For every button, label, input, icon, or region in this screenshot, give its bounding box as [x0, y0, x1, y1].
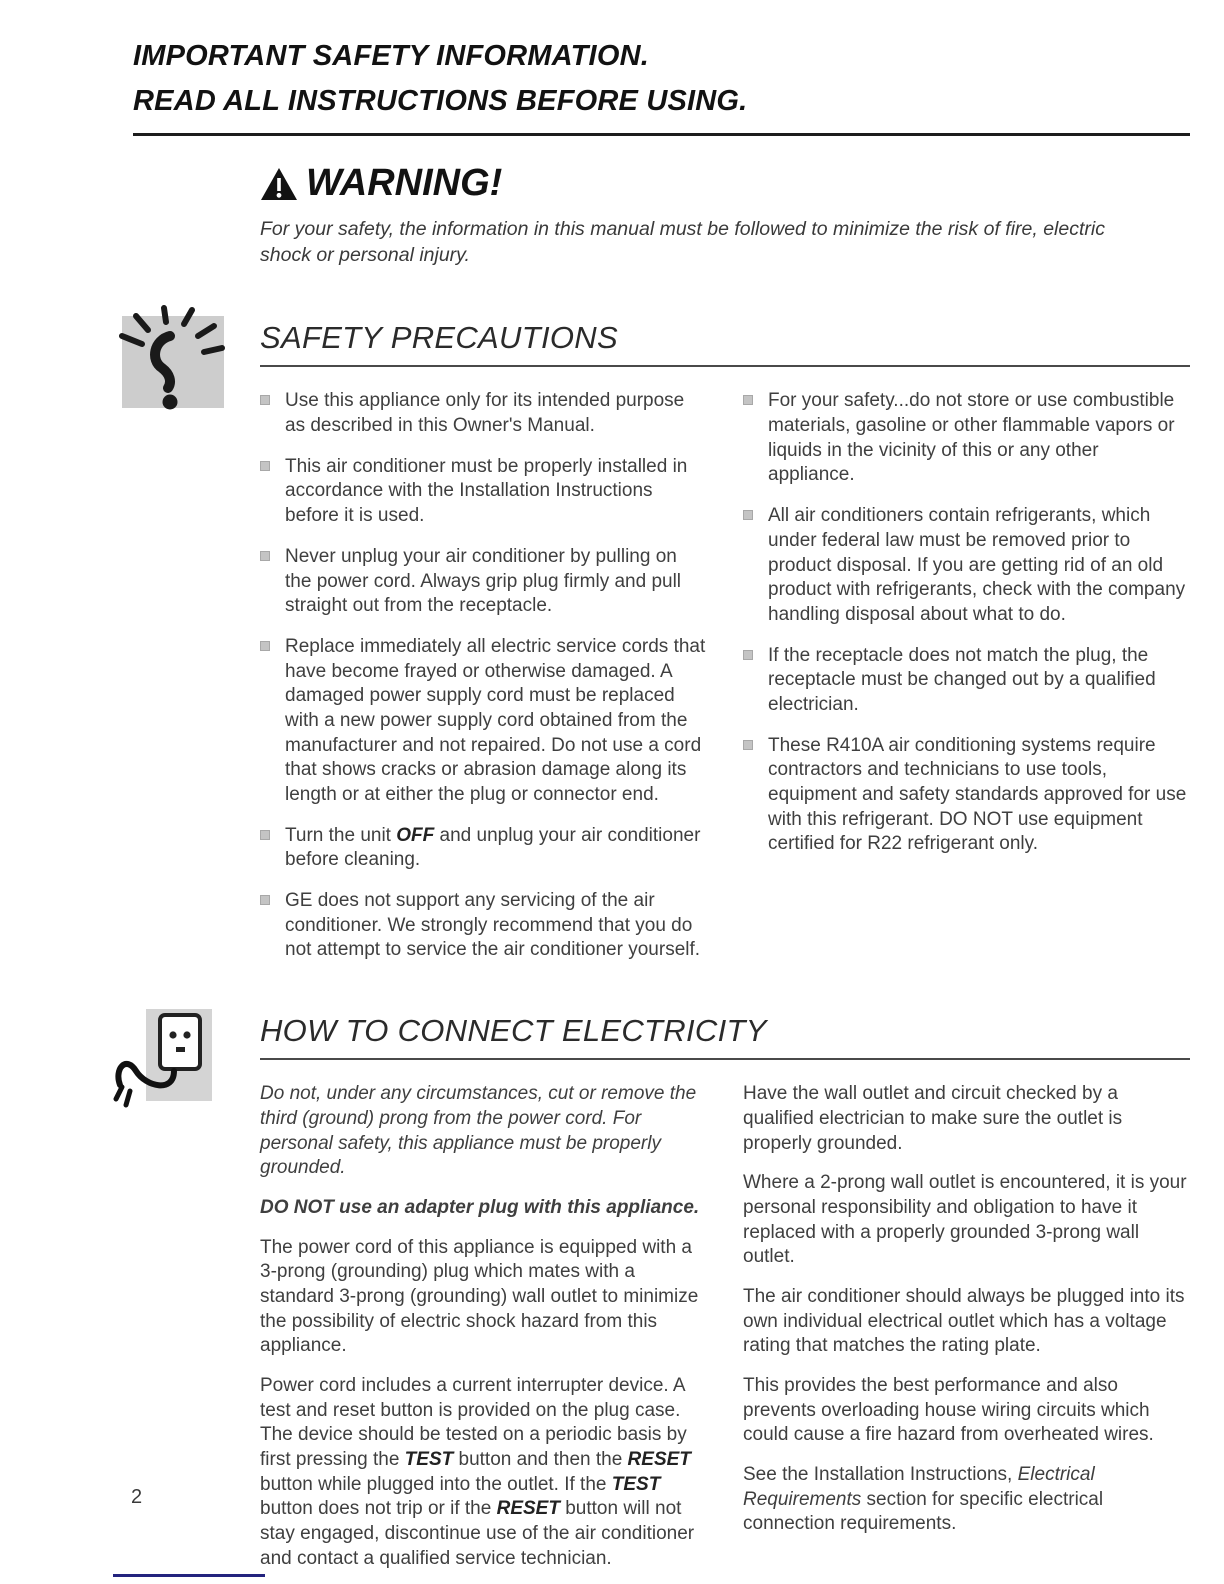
paragraph: [743, 1463, 1190, 1537]
paragraph: [743, 1171, 1190, 1270]
warning-triangle-icon: [260, 167, 298, 201]
text-segment: DO NOT use an adapter plug with this appliance.: [260, 1196, 700, 1218]
bullet-item: [743, 504, 1190, 627]
bullet-item: [260, 824, 707, 873]
bullet-text: [285, 389, 707, 438]
electricity-title: HOW TO CONNECT ELECTRICITY: [260, 1013, 1190, 1060]
bullet-square-icon: [260, 830, 270, 840]
safety-right-list: [743, 389, 1190, 857]
bullet-text: [768, 644, 1190, 718]
electricity-section: [260, 1013, 1190, 1584]
text-segment: If the receptacle does not match the plug, the receptacle must be changed out by a qualified electrician.: [768, 644, 1156, 715]
bullet-square-icon: [260, 641, 270, 651]
bullet-text: [285, 545, 707, 619]
bullet-text: [285, 635, 707, 808]
text-segment: These R410A air conditioning systems require contractors and technicians to use tools, equipment and safety standards approved for use with this refrigerant. DO NOT use equipment certified for R22 refrigerant only.: [768, 734, 1187, 855]
text-segment: Turn the unit: [285, 824, 397, 846]
header-rule: [133, 133, 1190, 136]
text-segment: OFF: [396, 824, 435, 846]
bullet-item: [260, 635, 707, 808]
text-segment: Never unplug your air conditioner by pulling on the power cord. Always grip plug firmly and pull straight out from the receptacle.: [285, 545, 682, 617]
text-segment: RESET: [496, 1498, 560, 1520]
bullet-square-icon: [743, 510, 753, 520]
footer-rule: [113, 1574, 265, 1577]
bullet-text: [285, 889, 707, 963]
safety-left-list: [260, 389, 707, 963]
electricity-right-column: [743, 1082, 1190, 1584]
text-segment: This air conditioner must be properly installed in accordance with the Installation Instructions before it is used.: [285, 455, 688, 527]
bullet-item: [743, 389, 1190, 488]
bullet-square-icon: [260, 551, 270, 561]
text-segment: The air conditioner should always be plugged into its own individual electrical outlet which has a voltage rating that matches the rating plate.: [743, 1285, 1185, 1357]
safety-left-column: [260, 389, 707, 979]
warning-title-text: WARNING!: [306, 161, 503, 204]
bullet-text: [768, 389, 1190, 488]
text-segment: Electrical Requirements: [743, 1464, 1095, 1510]
safety-precautions-title: SAFETY PRECAUTIONS: [260, 320, 1190, 367]
safety-right-column: [743, 389, 1190, 979]
bullet-item: [743, 644, 1190, 718]
bullet-text: [285, 824, 707, 873]
bullet-square-icon: [260, 461, 270, 471]
page-header: [133, 34, 1190, 136]
text-segment: This provides the best performance and also prevents overloading house wiring circuits which could cause a fire hazard from overheated wires.: [743, 1375, 1154, 1446]
bullet-item: [260, 389, 707, 438]
text-segment: section for specific electrical connection requirements.: [743, 1488, 1104, 1535]
electricity-left-column: [260, 1082, 707, 1584]
bullet-item: [260, 545, 707, 619]
bullet-square-icon: [260, 895, 270, 905]
bullet-square-icon: [743, 395, 753, 405]
bullet-square-icon: [743, 650, 753, 660]
bullet-item: [260, 455, 707, 529]
bullet-text: [768, 734, 1190, 857]
safety-precautions-section: [260, 320, 1190, 979]
header-line-2: READ ALL INSTRUCTIONS BEFORE USING.: [133, 84, 748, 117]
text-segment: button and then the: [453, 1449, 628, 1471]
text-segment: Have the wall outlet and circuit checked by a qualified electrician to make sure the outlet is properly grounded.: [743, 1083, 1123, 1154]
text-segment: Where a 2-prong wall outlet is encountered, it is your personal responsibility and obligation to have it replaced with a properly grounded 3-prong wall outlet.: [743, 1172, 1187, 1268]
exclamation-sketch-icon: [112, 304, 234, 418]
text-segment: TEST: [611, 1473, 661, 1495]
text-segment: RESET: [627, 1449, 691, 1471]
paragraph: [260, 1082, 707, 1181]
paragraph: [743, 1285, 1190, 1359]
warning-title: [260, 161, 1190, 204]
text-segment: button does not trip or if the: [260, 1498, 497, 1520]
bullet-text: [285, 455, 707, 529]
bullet-square-icon: [743, 740, 753, 750]
text-segment: See the Installation Instructions,: [743, 1464, 1018, 1486]
text-segment: TEST: [404, 1449, 454, 1471]
bullet-text: [768, 504, 1190, 627]
paragraph: [743, 1082, 1190, 1156]
paragraph: [260, 1196, 707, 1221]
electricity-columns: [260, 1082, 1190, 1584]
page-number: 2: [131, 1486, 143, 1508]
bullet-item: [260, 889, 707, 963]
text-segment: Power cord includes a current interrupter device. A test and reset button is provided on the plug case. The device should be tested on a periodic basis by first pressing the: [260, 1375, 687, 1471]
header-line-1: IMPORTANT SAFETY INFORMATION.: [133, 40, 649, 72]
text-segment: For your safety...do not store or use combustible materials, gasoline or other flammable vapors or liquids in the vicinity of this or any other appliance.: [768, 390, 1175, 486]
bullet-square-icon: [260, 395, 270, 405]
bullet-item: [743, 734, 1190, 857]
safety-precautions-columns: [260, 389, 1190, 979]
text-segment: button will not stay engaged, discontinue use of the air conditioner and contact a qualified service technician.: [260, 1498, 695, 1569]
text-segment: button while plugged into the outlet. If the: [260, 1473, 612, 1495]
text-segment: Replace immediately all electric service cords that have become frayed or otherwise damaged. A damaged power supply cord must be replaced with a new power supply cord obtained from the manufacturer and not repaired. Do not use a cord that shows cracks or abrasion damage along its length or at either the plug or connector end.: [285, 635, 706, 806]
text-segment: The power cord of this appliance is equipped with a 3-prong (grounding) plug which mates with a standard 3-prong (grounding) wall outlet to minimize the possibility of electric shock hazard from this appliance.: [260, 1236, 699, 1357]
power-plug-icon: [112, 1005, 234, 1109]
text-segment: GE does not support any servicing of the air conditioner. We strongly recommend that you do not attempt to service the air conditioner yourself.: [285, 890, 701, 961]
text-segment: All air conditioners contain refrigerants, which under federal law must be removed prior to product disposal. If you are getting rid of an old product with refrigerants, check with the company handling disposal about what to do.: [768, 505, 1186, 625]
paragraph: [743, 1374, 1190, 1448]
text-segment: Do not, under any circumstances, cut or remove the third (ground) prong from the power cord. For personal safety, this appliance must be properly grounded.: [260, 1083, 697, 1179]
paragraph: [260, 1374, 707, 1572]
paragraph: [260, 1236, 707, 1359]
warning-body: For your safety, the information in this manual must be followed to minimize the risk of fire, electric shock or personal injury.: [260, 217, 1105, 267]
warning-section: [260, 161, 1190, 269]
text-segment: and unplug your air conditioner before cleaning.: [285, 824, 701, 871]
text-segment: Use this appliance only for its intended purpose as described in this Owner's Manual.: [285, 390, 685, 437]
